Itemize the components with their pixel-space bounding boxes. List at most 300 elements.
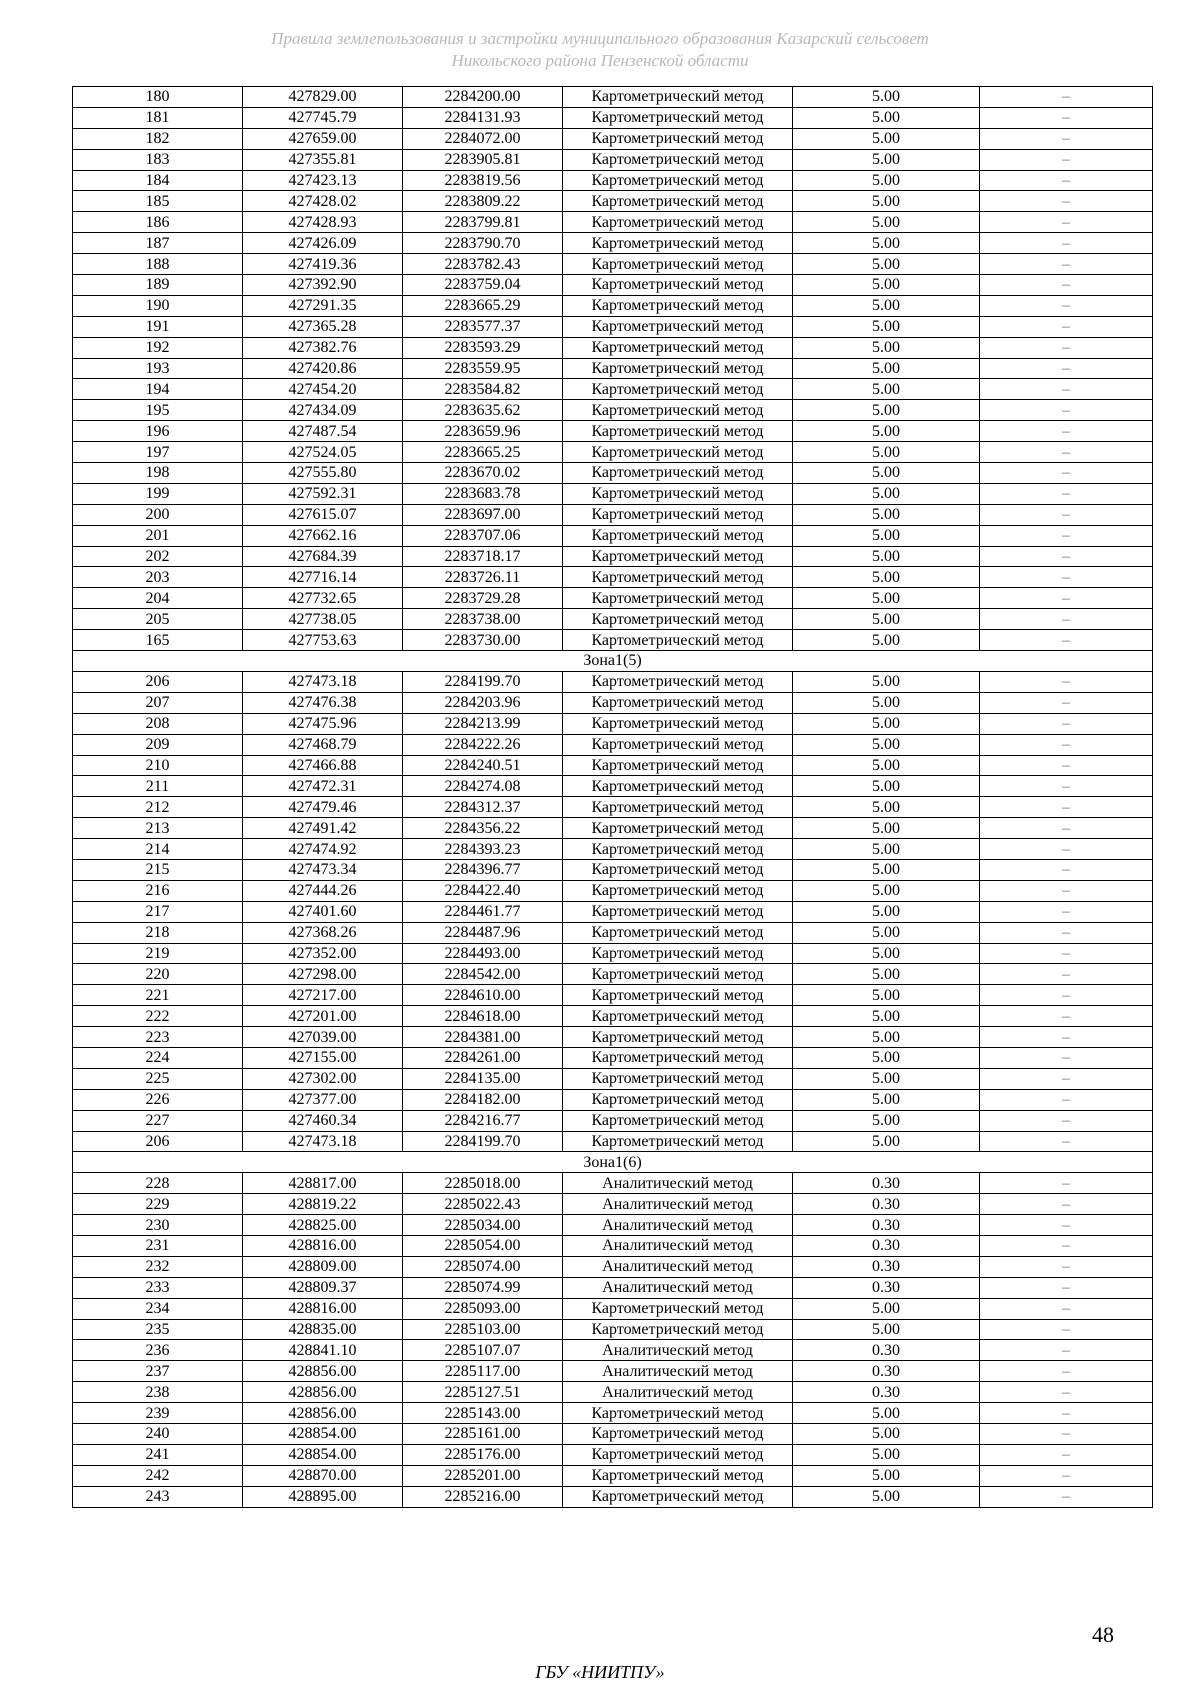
method-cell: Аналитический метод	[563, 1256, 793, 1277]
accuracy-cell: 5.00	[793, 671, 980, 692]
point-number-cell: 234	[73, 1298, 243, 1319]
y-coordinate-cell: 2283730.00	[403, 630, 563, 651]
x-coordinate-cell: 427039.00	[243, 1027, 403, 1048]
method-cell: Картометрический метод	[563, 483, 793, 504]
x-coordinate-cell: 427454.20	[243, 379, 403, 400]
point-number-cell: 228	[73, 1173, 243, 1194]
note-cell: –	[980, 128, 1153, 149]
zone-header-row	[73, 1152, 1153, 1173]
point-number-cell: 207	[73, 692, 243, 713]
y-coordinate-cell: 2284240.51	[403, 755, 563, 776]
y-coordinate-cell: 2283697.00	[403, 504, 563, 525]
method-cell: Картометрический метод	[563, 1298, 793, 1319]
accuracy-cell: 5.00	[793, 1027, 980, 1048]
method-cell: Картометрический метод	[563, 504, 793, 525]
table-row	[73, 525, 1153, 546]
y-coordinate-cell: 2284222.26	[403, 734, 563, 755]
x-coordinate-cell: 427352.00	[243, 943, 403, 964]
zone-title: Зона1(5)	[73, 651, 1153, 672]
page-number: 48	[1092, 1622, 1114, 1647]
page-footer: ГБУ «НИИТПУ»	[535, 1662, 665, 1682]
x-coordinate-cell: 427444.26	[243, 880, 403, 901]
x-coordinate-cell: 428856.00	[243, 1382, 403, 1403]
note-cell: –	[980, 964, 1153, 985]
y-coordinate-cell: 2284493.00	[403, 943, 563, 964]
point-number-cell: 222	[73, 1006, 243, 1027]
method-cell: Картометрический метод	[563, 880, 793, 901]
y-coordinate-cell: 2284203.96	[403, 692, 563, 713]
y-coordinate-cell: 2285127.51	[403, 1382, 563, 1403]
x-coordinate-cell: 427426.09	[243, 233, 403, 254]
table-row	[73, 713, 1153, 734]
method-cell: Картометрический метод	[563, 671, 793, 692]
table-row	[73, 755, 1153, 776]
method-cell: Картометрический метод	[563, 985, 793, 1006]
method-cell: Картометрический метод	[563, 1424, 793, 1445]
point-number-cell: 230	[73, 1215, 243, 1236]
y-coordinate-cell: 2284200.00	[403, 87, 563, 108]
accuracy-cell: 5.00	[793, 463, 980, 484]
accuracy-cell: 5.00	[793, 755, 980, 776]
y-coordinate-cell: 2285216.00	[403, 1486, 563, 1507]
method-cell: Картометрический метод	[563, 797, 793, 818]
table-row	[73, 1110, 1153, 1131]
table-row	[73, 1298, 1153, 1319]
method-cell: Картометрический метод	[563, 964, 793, 985]
method-cell: Картометрический метод	[563, 1444, 793, 1465]
note-cell: –	[980, 1110, 1153, 1131]
method-cell: Картометрический метод	[563, 295, 793, 316]
point-number-cell: 196	[73, 421, 243, 442]
note-cell: –	[980, 149, 1153, 170]
note-cell: –	[980, 170, 1153, 191]
note-cell: –	[980, 1444, 1153, 1465]
x-coordinate-cell: 427382.76	[243, 337, 403, 358]
y-coordinate-cell: 2283683.78	[403, 483, 563, 504]
accuracy-cell: 5.00	[793, 1089, 980, 1110]
point-number-cell: 243	[73, 1486, 243, 1507]
accuracy-cell: 5.00	[793, 233, 980, 254]
x-coordinate-cell: 427365.28	[243, 316, 403, 337]
x-coordinate-cell: 427738.05	[243, 609, 403, 630]
note-cell: –	[980, 275, 1153, 296]
point-number-cell: 201	[73, 525, 243, 546]
method-cell: Картометрический метод	[563, 463, 793, 484]
y-coordinate-cell: 2284135.00	[403, 1068, 563, 1089]
point-number-cell: 200	[73, 504, 243, 525]
method-cell: Картометрический метод	[563, 400, 793, 421]
method-cell: Картометрический метод	[563, 525, 793, 546]
note-cell: –	[980, 316, 1153, 337]
note-cell: –	[980, 943, 1153, 964]
point-number-cell: 203	[73, 567, 243, 588]
x-coordinate-cell: 427475.96	[243, 713, 403, 734]
y-coordinate-cell: 2285176.00	[403, 1444, 563, 1465]
accuracy-cell: 0.30	[793, 1215, 980, 1236]
note-cell: –	[980, 504, 1153, 525]
note-cell: –	[980, 1173, 1153, 1194]
table-row	[73, 504, 1153, 525]
note-cell: –	[980, 630, 1153, 651]
note-cell: –	[980, 901, 1153, 922]
method-cell: Аналитический метод	[563, 1340, 793, 1361]
table-row	[73, 358, 1153, 379]
table-row	[73, 149, 1153, 170]
x-coordinate-cell: 427419.36	[243, 254, 403, 275]
note-cell: –	[980, 463, 1153, 484]
x-coordinate-cell: 427524.05	[243, 442, 403, 463]
table-row	[73, 734, 1153, 755]
y-coordinate-cell: 2284216.77	[403, 1110, 563, 1131]
table-row	[73, 985, 1153, 1006]
method-cell: Картометрический метод	[563, 254, 793, 275]
x-coordinate-cell: 427555.80	[243, 463, 403, 484]
method-cell: Картометрический метод	[563, 107, 793, 128]
note-cell: –	[980, 671, 1153, 692]
note-cell: –	[980, 1465, 1153, 1486]
point-number-cell: 185	[73, 191, 243, 212]
point-number-cell: 239	[73, 1403, 243, 1424]
point-number-cell: 216	[73, 880, 243, 901]
y-coordinate-cell: 2284182.00	[403, 1089, 563, 1110]
accuracy-cell: 5.00	[793, 1298, 980, 1319]
note-cell: –	[980, 776, 1153, 797]
point-number-cell: 236	[73, 1340, 243, 1361]
table-row	[73, 1131, 1153, 1152]
table-row	[73, 442, 1153, 463]
point-number-cell: 218	[73, 922, 243, 943]
note-cell: –	[980, 1131, 1153, 1152]
point-number-cell: 190	[73, 295, 243, 316]
y-coordinate-cell: 2284393.23	[403, 839, 563, 860]
table-row	[73, 233, 1153, 254]
table-row	[73, 421, 1153, 442]
point-number-cell: 233	[73, 1277, 243, 1298]
method-cell: Картометрический метод	[563, 859, 793, 880]
point-number-cell: 204	[73, 588, 243, 609]
accuracy-cell: 5.00	[793, 880, 980, 901]
accuracy-cell: 5.00	[793, 1465, 980, 1486]
x-coordinate-cell: 428825.00	[243, 1215, 403, 1236]
y-coordinate-cell: 2285201.00	[403, 1465, 563, 1486]
note-cell: –	[980, 1089, 1153, 1110]
point-number-cell: 191	[73, 316, 243, 337]
method-cell: Картометрический метод	[563, 922, 793, 943]
note-cell: –	[980, 421, 1153, 442]
note-cell: –	[980, 107, 1153, 128]
running-header	[0, 28, 1200, 72]
point-number-cell: 221	[73, 985, 243, 1006]
method-cell: Аналитический метод	[563, 1361, 793, 1382]
note-cell: –	[980, 818, 1153, 839]
accuracy-cell: 5.00	[793, 107, 980, 128]
x-coordinate-cell: 427217.00	[243, 985, 403, 1006]
accuracy-cell: 5.00	[793, 87, 980, 108]
accuracy-cell: 5.00	[793, 254, 980, 275]
x-coordinate-cell: 428870.00	[243, 1465, 403, 1486]
table-row	[73, 609, 1153, 630]
x-coordinate-cell: 427474.92	[243, 839, 403, 860]
accuracy-cell: 5.00	[793, 922, 980, 943]
accuracy-cell: 5.00	[793, 964, 980, 985]
point-number-cell: 194	[73, 379, 243, 400]
accuracy-cell: 5.00	[793, 316, 980, 337]
x-coordinate-cell: 427745.79	[243, 107, 403, 128]
method-cell: Картометрический метод	[563, 1068, 793, 1089]
y-coordinate-cell: 2283799.81	[403, 212, 563, 233]
x-coordinate-cell: 427428.93	[243, 212, 403, 233]
accuracy-cell: 5.00	[793, 692, 980, 713]
table-row	[73, 128, 1153, 149]
note-cell: –	[980, 1319, 1153, 1340]
method-cell: Картометрический метод	[563, 1319, 793, 1340]
point-number-cell: 193	[73, 358, 243, 379]
y-coordinate-cell: 2283659.96	[403, 421, 563, 442]
method-cell: Картометрический метод	[563, 692, 793, 713]
note-cell: –	[980, 1361, 1153, 1382]
accuracy-cell: 5.00	[793, 901, 980, 922]
note-cell: –	[980, 442, 1153, 463]
accuracy-cell: 5.00	[793, 1110, 980, 1131]
x-coordinate-cell: 427355.81	[243, 149, 403, 170]
note-cell: –	[980, 525, 1153, 546]
method-cell: Аналитический метод	[563, 1215, 793, 1236]
x-coordinate-cell: 427479.46	[243, 797, 403, 818]
x-coordinate-cell: 427368.26	[243, 922, 403, 943]
y-coordinate-cell: 2283782.43	[403, 254, 563, 275]
method-cell: Картометрический метод	[563, 128, 793, 149]
x-coordinate-cell: 428809.00	[243, 1256, 403, 1277]
point-number-cell: 206	[73, 671, 243, 692]
table-row	[73, 839, 1153, 860]
y-coordinate-cell: 2285074.00	[403, 1256, 563, 1277]
table-row	[73, 1194, 1153, 1215]
table-row	[73, 400, 1153, 421]
accuracy-cell: 5.00	[793, 1006, 980, 1027]
accuracy-cell: 5.00	[793, 525, 980, 546]
method-cell: Картометрический метод	[563, 839, 793, 860]
method-cell: Картометрический метод	[563, 567, 793, 588]
point-number-cell: 182	[73, 128, 243, 149]
table-row	[73, 170, 1153, 191]
x-coordinate-cell: 427428.02	[243, 191, 403, 212]
table-row	[73, 901, 1153, 922]
note-cell: –	[980, 839, 1153, 860]
y-coordinate-cell: 2283790.70	[403, 233, 563, 254]
point-number-cell: 184	[73, 170, 243, 191]
note-cell: –	[980, 1194, 1153, 1215]
point-number-cell: 220	[73, 964, 243, 985]
x-coordinate-cell: 427423.13	[243, 170, 403, 191]
x-coordinate-cell: 427592.31	[243, 483, 403, 504]
table-row	[73, 1319, 1153, 1340]
note-cell: –	[980, 1068, 1153, 1089]
accuracy-cell: 5.00	[793, 630, 980, 651]
table-row	[73, 818, 1153, 839]
table-row	[73, 671, 1153, 692]
method-cell: Картометрический метод	[563, 1006, 793, 1027]
y-coordinate-cell: 2284461.77	[403, 901, 563, 922]
accuracy-cell: 0.30	[793, 1361, 980, 1382]
note-cell: –	[980, 567, 1153, 588]
x-coordinate-cell: 428816.00	[243, 1235, 403, 1256]
point-number-cell: 227	[73, 1110, 243, 1131]
note-cell: –	[980, 1215, 1153, 1236]
point-number-cell: 235	[73, 1319, 243, 1340]
method-cell: Картометрический метод	[563, 149, 793, 170]
y-coordinate-cell: 2284610.00	[403, 985, 563, 1006]
x-coordinate-cell: 427201.00	[243, 1006, 403, 1027]
method-cell: Картометрический метод	[563, 212, 793, 233]
accuracy-cell: 5.00	[793, 504, 980, 525]
x-coordinate-cell: 427659.00	[243, 128, 403, 149]
table-row	[73, 1047, 1153, 1068]
table-row	[73, 630, 1153, 651]
method-cell: Картометрический метод	[563, 1465, 793, 1486]
x-coordinate-cell: 428856.00	[243, 1361, 403, 1382]
point-number-cell: 205	[73, 609, 243, 630]
y-coordinate-cell: 2284542.00	[403, 964, 563, 985]
note-cell: –	[980, 1298, 1153, 1319]
accuracy-cell: 5.00	[793, 358, 980, 379]
y-coordinate-cell: 2283718.17	[403, 546, 563, 567]
point-number-cell: 217	[73, 901, 243, 922]
y-coordinate-cell: 2285107.07	[403, 1340, 563, 1361]
table-row	[73, 463, 1153, 484]
point-number-cell: 241	[73, 1444, 243, 1465]
accuracy-cell: 5.00	[793, 1319, 980, 1340]
method-cell: Картометрический метод	[563, 609, 793, 630]
x-coordinate-cell: 427476.38	[243, 692, 403, 713]
note-cell: –	[980, 797, 1153, 818]
x-coordinate-cell: 427716.14	[243, 567, 403, 588]
accuracy-cell: 5.00	[793, 191, 980, 212]
x-coordinate-cell: 427460.34	[243, 1110, 403, 1131]
note-cell: –	[980, 1382, 1153, 1403]
accuracy-cell: 5.00	[793, 295, 980, 316]
x-coordinate-cell: 428816.00	[243, 1298, 403, 1319]
note-cell: –	[980, 400, 1153, 421]
point-number-cell: 165	[73, 630, 243, 651]
y-coordinate-cell: 2284487.96	[403, 922, 563, 943]
point-number-cell: 180	[73, 87, 243, 108]
note-cell: –	[980, 483, 1153, 504]
table-row	[73, 1235, 1153, 1256]
y-coordinate-cell: 2283729.28	[403, 588, 563, 609]
note-cell: –	[980, 295, 1153, 316]
point-number-cell: 214	[73, 839, 243, 860]
accuracy-cell: 5.00	[793, 546, 980, 567]
point-number-cell: 225	[73, 1068, 243, 1089]
x-coordinate-cell: 428817.00	[243, 1173, 403, 1194]
accuracy-cell: 0.30	[793, 1194, 980, 1215]
point-number-cell: 229	[73, 1194, 243, 1215]
y-coordinate-cell: 2284213.99	[403, 713, 563, 734]
method-cell: Аналитический метод	[563, 1277, 793, 1298]
accuracy-cell: 5.00	[793, 442, 980, 463]
table-row	[73, 859, 1153, 880]
y-coordinate-cell: 2283577.37	[403, 316, 563, 337]
y-coordinate-cell: 2283670.02	[403, 463, 563, 484]
method-cell: Картометрический метод	[563, 630, 793, 651]
note-cell: –	[980, 546, 1153, 567]
method-cell: Картометрический метод	[563, 901, 793, 922]
method-cell: Картометрический метод	[563, 87, 793, 108]
table-row	[73, 1382, 1153, 1403]
y-coordinate-cell: 2285074.99	[403, 1277, 563, 1298]
x-coordinate-cell: 428841.10	[243, 1340, 403, 1361]
x-coordinate-cell: 427420.86	[243, 358, 403, 379]
note-cell: –	[980, 1403, 1153, 1424]
accuracy-cell: 5.00	[793, 483, 980, 504]
y-coordinate-cell: 2283665.25	[403, 442, 563, 463]
x-coordinate-cell: 427753.63	[243, 630, 403, 651]
y-coordinate-cell: 2285054.00	[403, 1235, 563, 1256]
y-coordinate-cell: 2284396.77	[403, 859, 563, 880]
method-cell: Картометрический метод	[563, 316, 793, 337]
accuracy-cell: 0.30	[793, 1340, 980, 1361]
accuracy-cell: 5.00	[793, 859, 980, 880]
y-coordinate-cell: 2284131.93	[403, 107, 563, 128]
method-cell: Картометрический метод	[563, 421, 793, 442]
accuracy-cell: 5.00	[793, 567, 980, 588]
y-coordinate-cell: 2285034.00	[403, 1215, 563, 1236]
note-cell: –	[980, 1424, 1153, 1445]
point-number-cell: 223	[73, 1027, 243, 1048]
x-coordinate-cell: 427468.79	[243, 734, 403, 755]
note-cell: –	[980, 1006, 1153, 1027]
y-coordinate-cell: 2283759.04	[403, 275, 563, 296]
accuracy-cell: 5.00	[793, 421, 980, 442]
method-cell: Картометрический метод	[563, 1027, 793, 1048]
point-number-cell: 209	[73, 734, 243, 755]
y-coordinate-cell: 2285143.00	[403, 1403, 563, 1424]
accuracy-cell: 5.00	[793, 128, 980, 149]
x-coordinate-cell: 427155.00	[243, 1047, 403, 1068]
accuracy-cell: 5.00	[793, 839, 980, 860]
method-cell: Картометрический метод	[563, 337, 793, 358]
y-coordinate-cell: 2283726.11	[403, 567, 563, 588]
point-number-cell: 206	[73, 1131, 243, 1152]
note-cell: –	[980, 337, 1153, 358]
note-cell: –	[980, 1256, 1153, 1277]
x-coordinate-cell: 428854.00	[243, 1424, 403, 1445]
table-row	[73, 567, 1153, 588]
y-coordinate-cell: 2284199.70	[403, 671, 563, 692]
table-row	[73, 379, 1153, 400]
table-row	[73, 337, 1153, 358]
point-number-cell: 226	[73, 1089, 243, 1110]
accuracy-cell: 5.00	[793, 1444, 980, 1465]
x-coordinate-cell: 428856.00	[243, 1403, 403, 1424]
table-row	[73, 1465, 1153, 1486]
y-coordinate-cell: 2284199.70	[403, 1131, 563, 1152]
header-line-1: Правила землепользования и застройки муниципального образования Казарский сельсовет	[271, 29, 929, 48]
method-cell: Картометрический метод	[563, 442, 793, 463]
accuracy-cell: 5.00	[793, 1424, 980, 1445]
method-cell: Картометрический метод	[563, 358, 793, 379]
note-cell: –	[980, 212, 1153, 233]
point-number-cell: 188	[73, 254, 243, 275]
point-number-cell: 219	[73, 943, 243, 964]
point-number-cell: 238	[73, 1382, 243, 1403]
accuracy-cell: 5.00	[793, 818, 980, 839]
method-cell: Картометрический метод	[563, 170, 793, 191]
zone-title: Зона1(6)	[73, 1152, 1153, 1173]
x-coordinate-cell: 427472.31	[243, 776, 403, 797]
y-coordinate-cell: 2285103.00	[403, 1319, 563, 1340]
method-cell: Картометрический метод	[563, 734, 793, 755]
